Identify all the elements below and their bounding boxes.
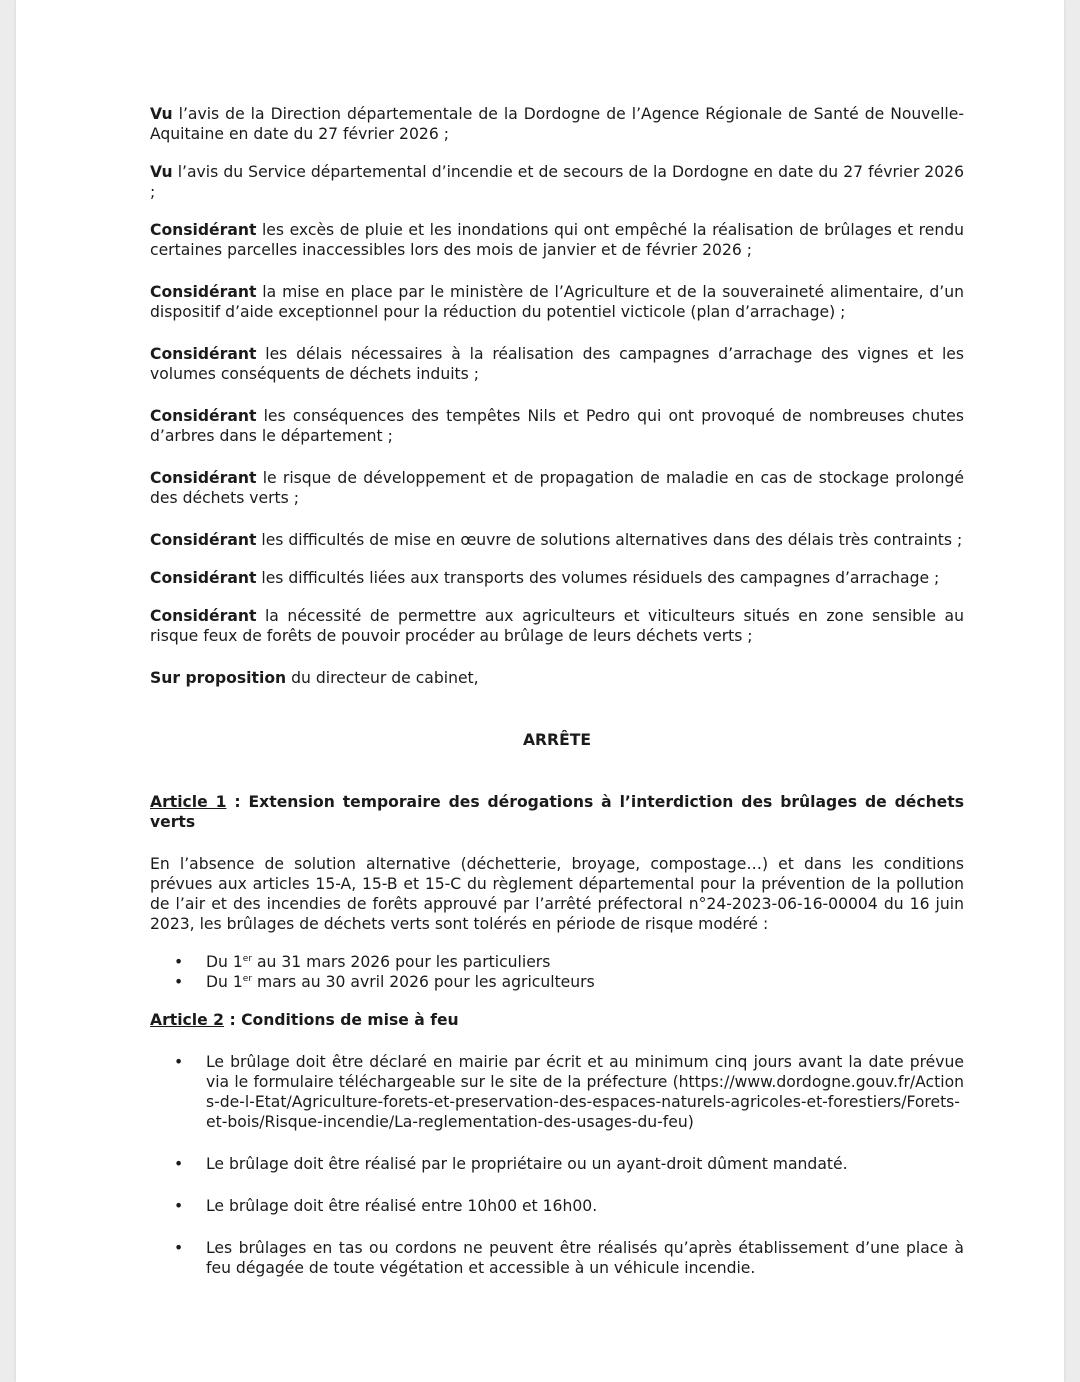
- decree-heading: ARRÊTE: [522, 731, 592, 749]
- proposition-paragraph: Sur proposition du directeur de cabinet,: [150, 669, 479, 687]
- considerant-paragraph: Considérant les difficultés liées aux transports des volumes résiduels des campagnes d’arrachage ;: [150, 569, 940, 587]
- prefecture-url[interactable]: (https://www.dordogne.gouv.fr/Actions-de-l-Etat/Agriculture-forets-et-preservation-des-espaces-naturels-agricoles-et-forestiers/Forets-et-bois/Risque-incendie/La-reglementation-des-usages-du-feu): [206, 1073, 964, 1131]
- conditions-list: [150, 1052, 964, 1278]
- considerant-paragraph: Considérant les excès de pluie et les inondations qui ont empêché la réalisation de brûlages et rendu certaines parcelles inaccessibles lors des mois de janvier et de février 2026 ;: [150, 221, 964, 259]
- period-item: • Du 1er mars au 30 avril 2026 pour les agriculteurs: [150, 972, 964, 992]
- article-2-heading: Article 2 : Conditions de mise à feu: [150, 1011, 459, 1029]
- considerant-paragraph: Considérant les conséquences des tempêtes Nils et Pedro qui ont provoqué de nombreuses chutes d’arbres dans le département ;: [150, 407, 964, 445]
- article-1-body: En l’absence de solution alternative (déchetterie, broyage, compostage…) et dans les conditions prévues aux articles 15-A, 15-B et 15-C du règlement départemental pour la prévention de la pollution de l’air et des incendies de forêts approuvé par l’arrêté préfectoral n°24-2023-06-16-00004 du 16 juin 2023, les brûlages de déchets verts sont tolérés en période de risque modéré :: [150, 855, 964, 933]
- considerant-paragraph: Considérant le risque de développement et de propagation de maladie en cas de stockage prolongé des déchets verts ;: [150, 469, 964, 507]
- condition-item: • Les brûlages en tas ou cordons ne peuvent être réalisés qu’après établissement d’une place à feu dégagée de toute végétation et accessible à un véhicule incendie.: [150, 1238, 964, 1278]
- condition-item: • Le brûlage doit être déclaré en mairie par écrit et au minimum cinq jours avant la date prévue via le formulaire téléchargeable sur le site de la préfecture (https://www.dordogne.gouv.fr/Actions-de-l-Etat/Agriculture-forets-et-preservation-des-espaces-naturels-agricoles-et-forestiers/Forets-et-bois/Risque-incendie/La-reglementation-des-usages-du-feu): [150, 1052, 964, 1132]
- period-item: • Du 1er au 31 mars 2026 pour les particuliers: [150, 952, 964, 972]
- article-1-heading: Article 1 : Extension temporaire des dérogations à l’interdiction des brûlages de déchets verts: [150, 793, 964, 831]
- condition-item: • Le brûlage doit être réalisé entre 10h00 et 16h00.: [150, 1196, 964, 1216]
- considerant-paragraph: Considérant la mise en place par le ministère de l’Agriculture et de la souveraineté alimentaire, d’un dispositif d’aide exceptionnel pour la réduction du potentiel victicole (plan d’arrachage) ;: [150, 283, 964, 321]
- visa-paragraph: Vu l’avis de la Direction départementale de la Dordogne de l’Agence Régionale de Santé de Nouvelle-Aquitaine en date du 27 février 2026 ;: [150, 105, 964, 143]
- considerant-paragraph: Considérant les délais nécessaires à la réalisation des campagnes d’arrachage des vignes et les volumes conséquents de déchets induits ;: [150, 345, 964, 383]
- condition-item: • Le brûlage doit être réalisé par le propriétaire ou un ayant-droit dûment mandaté.: [150, 1154, 964, 1174]
- considerant-paragraph: Considérant la nécessité de permettre aux agriculteurs et viticulteurs situés en zone sensible au risque feux de forêts de pouvoir procéder au brûlage de leurs déchets verts ;: [150, 607, 964, 645]
- visa-paragraph: Vu l’avis du Service départemental d’incendie et de secours de la Dordogne en date du 27 février 2026 ;: [150, 163, 964, 201]
- considerant-paragraph: Considérant les difficultés de mise en œuvre de solutions alternatives dans des délais très contraints ;: [150, 531, 963, 549]
- document-page: [16, 0, 1064, 1382]
- period-list: [150, 952, 964, 992]
- document-body: [150, 104, 964, 1278]
